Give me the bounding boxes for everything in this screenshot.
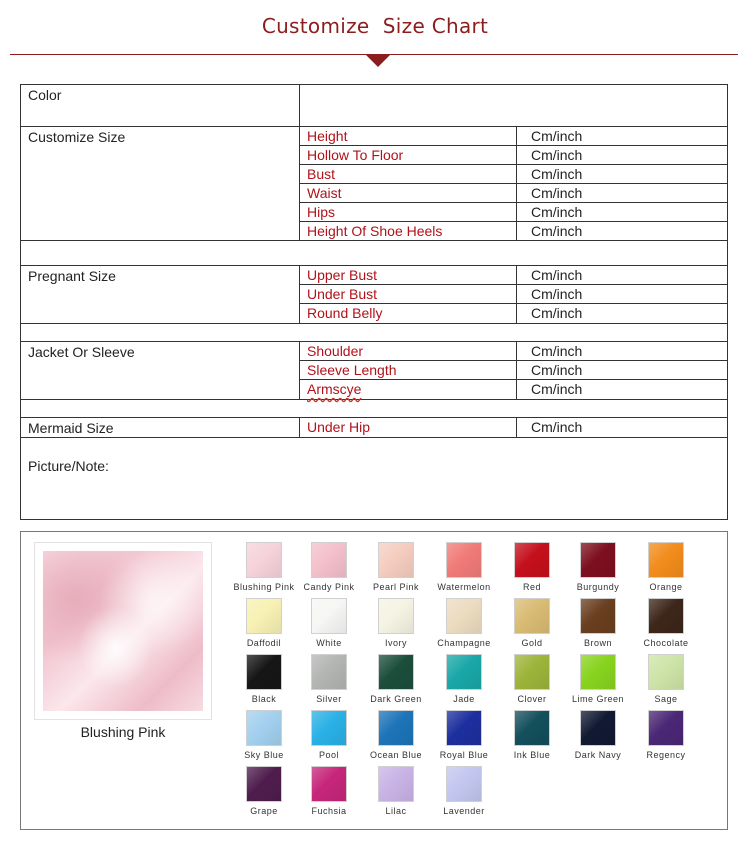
swatch-label: Daffodil bbox=[246, 638, 282, 648]
swatch-color-box[interactable] bbox=[446, 542, 482, 578]
swatch-color-box[interactable] bbox=[648, 710, 684, 746]
swatch-label: Sky Blue bbox=[244, 750, 284, 760]
swatch-lime-green[interactable] bbox=[563, 654, 633, 704]
column-divider bbox=[299, 417, 300, 437]
column-divider bbox=[516, 126, 517, 240]
swatch-watermelon[interactable] bbox=[429, 542, 499, 592]
swatch-label: Ocean Blue bbox=[369, 750, 423, 760]
swatch-label: Pearl Pink bbox=[372, 582, 420, 592]
measurement-hips: Hips bbox=[307, 204, 336, 220]
swatch-color-box[interactable] bbox=[446, 654, 482, 690]
swatch-label: Orange bbox=[649, 582, 683, 592]
row-divider bbox=[21, 323, 727, 324]
swatch-grape[interactable] bbox=[229, 766, 299, 816]
swatch-royal-blue[interactable] bbox=[429, 710, 499, 760]
subrow-divider bbox=[299, 183, 727, 184]
column-divider bbox=[516, 265, 517, 323]
measurement-shoulder: Shoulder bbox=[307, 343, 364, 359]
swatch-ink-blue[interactable] bbox=[497, 710, 567, 760]
unit-label: Cm/inch bbox=[531, 185, 583, 201]
swatch-color-box[interactable] bbox=[580, 654, 616, 690]
swatch-candy-pink[interactable] bbox=[294, 542, 364, 592]
unit-label: Cm/inch bbox=[531, 204, 583, 220]
row-divider bbox=[21, 417, 727, 418]
mermaid-size-label: Mermaid Size bbox=[28, 420, 114, 436]
swatch-color-box[interactable] bbox=[311, 654, 347, 690]
row-divider bbox=[21, 240, 727, 241]
pregnant-size-label: Pregnant Size bbox=[28, 268, 116, 284]
swatch-label: Blushing Pink bbox=[233, 582, 295, 592]
subrow-divider bbox=[299, 221, 727, 222]
swatch-lavender[interactable] bbox=[429, 766, 499, 816]
swatch-color-box[interactable] bbox=[514, 710, 550, 746]
swatch-label: Ink Blue bbox=[513, 750, 551, 760]
subrow-divider bbox=[299, 379, 727, 380]
swatch-label: Watermelon bbox=[437, 582, 491, 592]
swatch-color-box[interactable] bbox=[446, 710, 482, 746]
measurement-bust: Bust bbox=[307, 166, 336, 182]
swatch-label: Clover bbox=[517, 694, 547, 704]
row-divider bbox=[21, 265, 727, 266]
column-divider bbox=[299, 341, 300, 399]
swatch-color-box[interactable] bbox=[446, 766, 482, 802]
swatch-color-box[interactable] bbox=[378, 542, 414, 578]
swatch-pearl-pink[interactable] bbox=[361, 542, 431, 592]
subrow-divider bbox=[299, 303, 727, 304]
swatch-label: Royal Blue bbox=[439, 750, 489, 760]
swatch-label: Burgundy bbox=[576, 582, 620, 592]
swatch-silver[interactable] bbox=[294, 654, 364, 704]
swatch-color-box[interactable] bbox=[311, 766, 347, 802]
swatch-color-box[interactable] bbox=[648, 654, 684, 690]
unit-label: Cm/inch bbox=[531, 267, 583, 283]
swatch-label: Jade bbox=[453, 694, 475, 704]
swatch-label: Lime Green bbox=[571, 694, 625, 704]
swatch-label: Chocolate bbox=[643, 638, 689, 648]
measurement-waist: Waist bbox=[307, 185, 342, 201]
swatch-color-box[interactable] bbox=[378, 654, 414, 690]
swatch-color-box[interactable] bbox=[246, 598, 282, 634]
swatch-color-box[interactable] bbox=[311, 542, 347, 578]
swatch-color-box[interactable] bbox=[246, 542, 282, 578]
swatch-label: Regency bbox=[646, 750, 686, 760]
row-divider bbox=[21, 126, 727, 127]
measurement-sleeve-length: Sleeve Length bbox=[307, 362, 397, 378]
swatch-color-box[interactable] bbox=[580, 542, 616, 578]
swatch-champagne[interactable] bbox=[429, 598, 499, 648]
subrow-divider bbox=[299, 145, 727, 146]
swatch-label: Red bbox=[522, 582, 541, 592]
swatch-label: Grape bbox=[250, 806, 278, 816]
measurement-armscye: Armscye bbox=[307, 381, 362, 397]
page-title: Customize Size Chart bbox=[261, 14, 489, 38]
swatch-chocolate[interactable] bbox=[631, 598, 701, 648]
swatch-color-box[interactable] bbox=[648, 598, 684, 634]
measurement-under-bust: Under Bust bbox=[307, 286, 378, 302]
column-divider bbox=[516, 417, 517, 437]
subrow-divider bbox=[299, 360, 727, 361]
measurement-hollow-to-floor: Hollow To Floor bbox=[307, 147, 404, 163]
swatch-white[interactable] bbox=[294, 598, 364, 648]
swatch-color-box[interactable] bbox=[378, 710, 414, 746]
swatch-color-box[interactable] bbox=[246, 710, 282, 746]
measurement-height: Height bbox=[307, 128, 348, 144]
swatch-lilac[interactable] bbox=[361, 766, 431, 816]
swatch-label: Pool bbox=[318, 750, 339, 760]
swatch-regency[interactable] bbox=[631, 710, 701, 760]
column-divider bbox=[299, 85, 300, 240]
unit-label: Cm/inch bbox=[531, 223, 583, 239]
unit-label: Cm/inch bbox=[531, 362, 583, 378]
column-divider bbox=[299, 265, 300, 323]
swatch-label: Lavender bbox=[443, 806, 485, 816]
unit-label: Cm/inch bbox=[531, 419, 583, 435]
fabric-image bbox=[43, 551, 203, 711]
unit-label: Cm/inch bbox=[531, 286, 583, 302]
unit-label: Cm/inch bbox=[531, 343, 583, 359]
swatch-color-box[interactable] bbox=[246, 766, 282, 802]
unit-label: Cm/inch bbox=[531, 305, 583, 321]
swatch-red[interactable] bbox=[497, 542, 567, 592]
swatch-label: Silver bbox=[316, 694, 342, 704]
swatch-clover[interactable] bbox=[497, 654, 567, 704]
column-divider bbox=[516, 341, 517, 399]
row-divider bbox=[21, 437, 727, 438]
color-label: Color bbox=[28, 87, 62, 103]
swatch-color-box[interactable] bbox=[514, 542, 550, 578]
measurement-shoe-heels: Height Of Shoe Heels bbox=[307, 223, 443, 239]
unit-label: Cm/inch bbox=[531, 147, 583, 163]
swatch-label: Black bbox=[251, 694, 277, 704]
size-chart-table bbox=[20, 84, 728, 520]
swatch-label: Lilac bbox=[385, 806, 407, 816]
selected-color-preview bbox=[34, 542, 212, 720]
swatch-brown[interactable] bbox=[563, 598, 633, 648]
customize-size-label: Customize Size bbox=[28, 129, 126, 145]
swatch-color-box[interactable] bbox=[311, 598, 347, 634]
selected-color-label: Blushing Pink bbox=[80, 724, 166, 740]
swatch-pool[interactable] bbox=[294, 710, 364, 760]
swatch-color-box[interactable] bbox=[446, 598, 482, 634]
unit-label: Cm/inch bbox=[531, 166, 583, 182]
swatch-daffodil[interactable] bbox=[229, 598, 299, 648]
swatch-black[interactable] bbox=[229, 654, 299, 704]
swatch-gold[interactable] bbox=[497, 598, 567, 648]
swatch-jade[interactable] bbox=[429, 654, 499, 704]
subrow-divider bbox=[299, 202, 727, 203]
measurement-round-belly: Round Belly bbox=[307, 305, 383, 321]
row-divider bbox=[21, 341, 727, 342]
swatch-label: Champagne bbox=[437, 638, 491, 648]
swatch-color-box[interactable] bbox=[648, 542, 684, 578]
color-swatch-panel bbox=[20, 531, 728, 830]
swatch-label: Candy Pink bbox=[303, 582, 355, 592]
swatch-orange[interactable] bbox=[631, 542, 701, 592]
swatch-fuchsia[interactable] bbox=[294, 766, 364, 816]
swatch-label: White bbox=[316, 638, 342, 648]
swatch-color-box[interactable] bbox=[580, 598, 616, 634]
swatch-color-box[interactable] bbox=[514, 654, 550, 690]
swatch-color-box[interactable] bbox=[378, 766, 414, 802]
measurement-under-hip: Under Hip bbox=[307, 419, 371, 435]
swatch-label: Brown bbox=[583, 638, 612, 648]
unit-label: Cm/inch bbox=[531, 128, 583, 144]
row-divider bbox=[21, 399, 727, 400]
swatch-label: Gold bbox=[521, 638, 543, 648]
swatch-dark-navy[interactable] bbox=[563, 710, 633, 760]
swatch-ivory[interactable] bbox=[361, 598, 431, 648]
swatch-label: Fuchsia bbox=[311, 806, 347, 816]
divider-arrow-icon bbox=[366, 55, 390, 67]
swatch-color-box[interactable] bbox=[246, 654, 282, 690]
swatch-label: Dark Green bbox=[370, 694, 422, 704]
swatch-color-box[interactable] bbox=[514, 598, 550, 634]
jacket-sleeve-label: Jacket Or Sleeve bbox=[28, 344, 135, 360]
subrow-divider bbox=[299, 164, 727, 165]
swatch-dark-green[interactable] bbox=[361, 654, 431, 704]
swatch-color-box[interactable] bbox=[378, 598, 414, 634]
swatch-label: Sage bbox=[654, 694, 678, 704]
unit-label: Cm/inch bbox=[531, 381, 583, 397]
swatch-color-box[interactable] bbox=[580, 710, 616, 746]
swatch-blushing-pink[interactable] bbox=[229, 542, 299, 592]
picture-note-label: Picture/Note: bbox=[28, 458, 109, 474]
swatch-burgundy[interactable] bbox=[563, 542, 633, 592]
swatch-label: Ivory bbox=[384, 638, 407, 648]
swatch-ocean-blue[interactable] bbox=[361, 710, 431, 760]
subrow-divider bbox=[299, 284, 727, 285]
swatch-sky-blue[interactable] bbox=[229, 710, 299, 760]
swatch-sage[interactable] bbox=[631, 654, 701, 704]
swatch-label: Dark Navy bbox=[574, 750, 622, 760]
swatch-color-box[interactable] bbox=[311, 710, 347, 746]
measurement-upper-bust: Upper Bust bbox=[307, 267, 378, 283]
